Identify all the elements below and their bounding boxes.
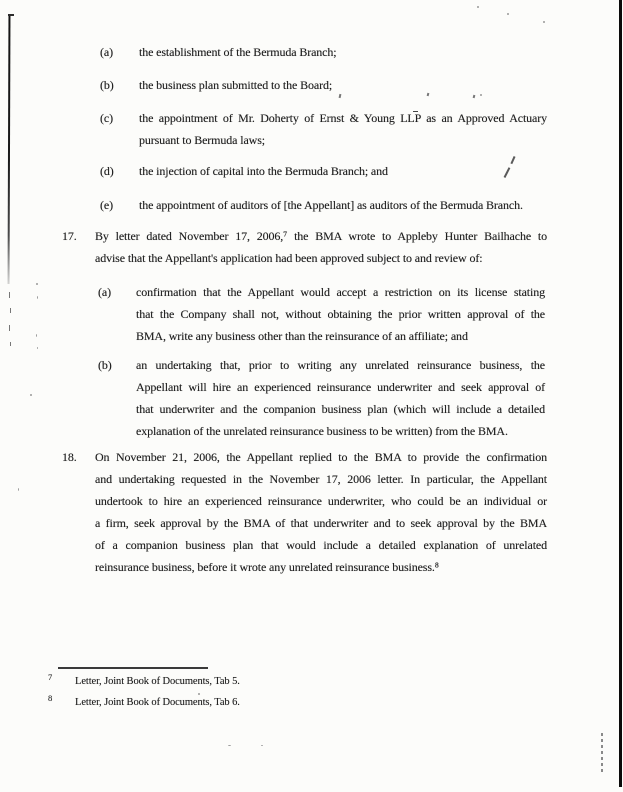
text-line: of a companion business plan that would include a detailed explanation of unrelated — [95, 538, 547, 552]
paragraph-17-number: 17. — [62, 229, 77, 243]
list-item-e-text — [139, 194, 551, 216]
text-line: confirmation that the Appellant would accept a restriction on its license stating — [136, 285, 545, 299]
paragraph-17b-label: (b) — [98, 358, 112, 372]
scan-artifact-speck — [30, 394, 32, 396]
text-line: the business plan submitted to the Board; — [139, 78, 333, 92]
text-line: and undertaking requested in the November 17, 2006 letter. In particular, the Appellant — [95, 472, 547, 486]
footnote-7-marker: 7 — [48, 672, 53, 682]
paragraph-17a-label: (a) — [98, 285, 111, 299]
scan-artifact-dash — [10, 342, 11, 346]
text-line: undertook to hire an experienced reinsurance underwriter, who could be an individual or — [95, 494, 547, 508]
scan-artifact-speck — [543, 21, 545, 23]
scan-artifact-right-line — [619, 0, 622, 787]
text-line: explanation of the unrelated reinsurance business to be written) from the BMA. — [136, 424, 508, 438]
text-line: By letter dated November 17, 2006,⁷ the BMA wrote to Appleby Hunter Bailhache to — [95, 229, 547, 243]
scan-artifact-right-dashes — [601, 733, 603, 773]
text-line: pursuant to Bermuda laws; — [139, 133, 265, 147]
text-line: the appointment of auditors of [the Appellant] as auditors of the Bermuda Branch. — [139, 198, 523, 212]
text-line: the establishment of the Bermuda Branch; — [139, 45, 337, 59]
scan-artifact-speck — [507, 13, 509, 15]
text-line: reinsurance business, before it wrote any unrelated reinsurance business.⁸ — [95, 560, 439, 574]
scan-artifact-speck — [18, 488, 19, 491]
list-item-c-label: (c) — [100, 111, 113, 125]
list-item-a-text — [139, 41, 549, 63]
list-item-c-text — [139, 107, 547, 151]
scan-artifact-dash — [10, 308, 11, 313]
scan-artifact-speck — [198, 693, 200, 695]
scan-artifact-speck — [36, 283, 38, 285]
footnote-8-marker: 8 — [48, 693, 53, 703]
text-line: On November 21, 2006, the Appellant replied to the BMA to provide the confirmation — [95, 450, 547, 464]
scan-artifact-speck — [37, 347, 38, 349]
text-line: that the Company shall not, without obtaining the prior written approval of the — [136, 307, 545, 321]
text-line: Appellant will hire an experienced reinsurance underwriter and seek approval of — [136, 380, 545, 394]
scan-artifact-speck — [261, 745, 263, 746]
paragraph-17b-text — [136, 354, 545, 442]
scan-artifact-dash — [9, 292, 10, 298]
paragraph-17a-text — [136, 281, 545, 347]
scan-artifact-speck — [228, 745, 231, 746]
scan-artifact-dash — [9, 325, 10, 331]
footnote-separator-rule — [58, 667, 208, 669]
scan-artifact-left-tick — [8, 14, 14, 16]
text-line: an undertaking that, prior to writing any unrelated reinsurance business, the — [136, 358, 545, 372]
text-line: the injection of capital into the Bermuda Branch; and — [139, 164, 388, 178]
list-item-b-label: (b) — [100, 78, 114, 92]
list-item-e-label: (e) — [100, 198, 113, 212]
list-item-b-text — [139, 74, 549, 96]
list-item-d-label: (d) — [100, 164, 114, 178]
paragraph-18-text — [95, 446, 547, 578]
text-line: advise that the Appellant's application had been approved subject to and review of: — [95, 251, 483, 265]
text-line: the appointment of Mr. Doherty of Ernst & Young LLP as an Approved Actuary — [139, 111, 547, 125]
list-item-d-text — [139, 160, 549, 182]
footnote-7-text: Letter, Joint Book of Documents, Tab 5. — [75, 676, 240, 687]
list-item-a-label: (a) — [100, 45, 113, 59]
text-line: a firm, seek approval by the BMA of that underwriter and to seek approval by the BMA — [95, 516, 547, 530]
paragraph-18-number: 18. — [62, 450, 77, 464]
text-line: BMA, write any business other than the reinsurance of an affiliate; and — [136, 329, 468, 343]
scan-artifact-speck — [36, 334, 37, 337]
paragraph-17-text — [95, 225, 547, 269]
scan-artifact-speck — [37, 296, 38, 299]
scan-artifact-speck — [477, 6, 479, 8]
text-line: that underwriter and the companion business plan (which will include a detailed — [136, 402, 545, 416]
scan-artifact-left-line — [8, 14, 11, 284]
footnote-8-text: Letter, Joint Book of Documents, Tab 6. — [75, 697, 240, 708]
